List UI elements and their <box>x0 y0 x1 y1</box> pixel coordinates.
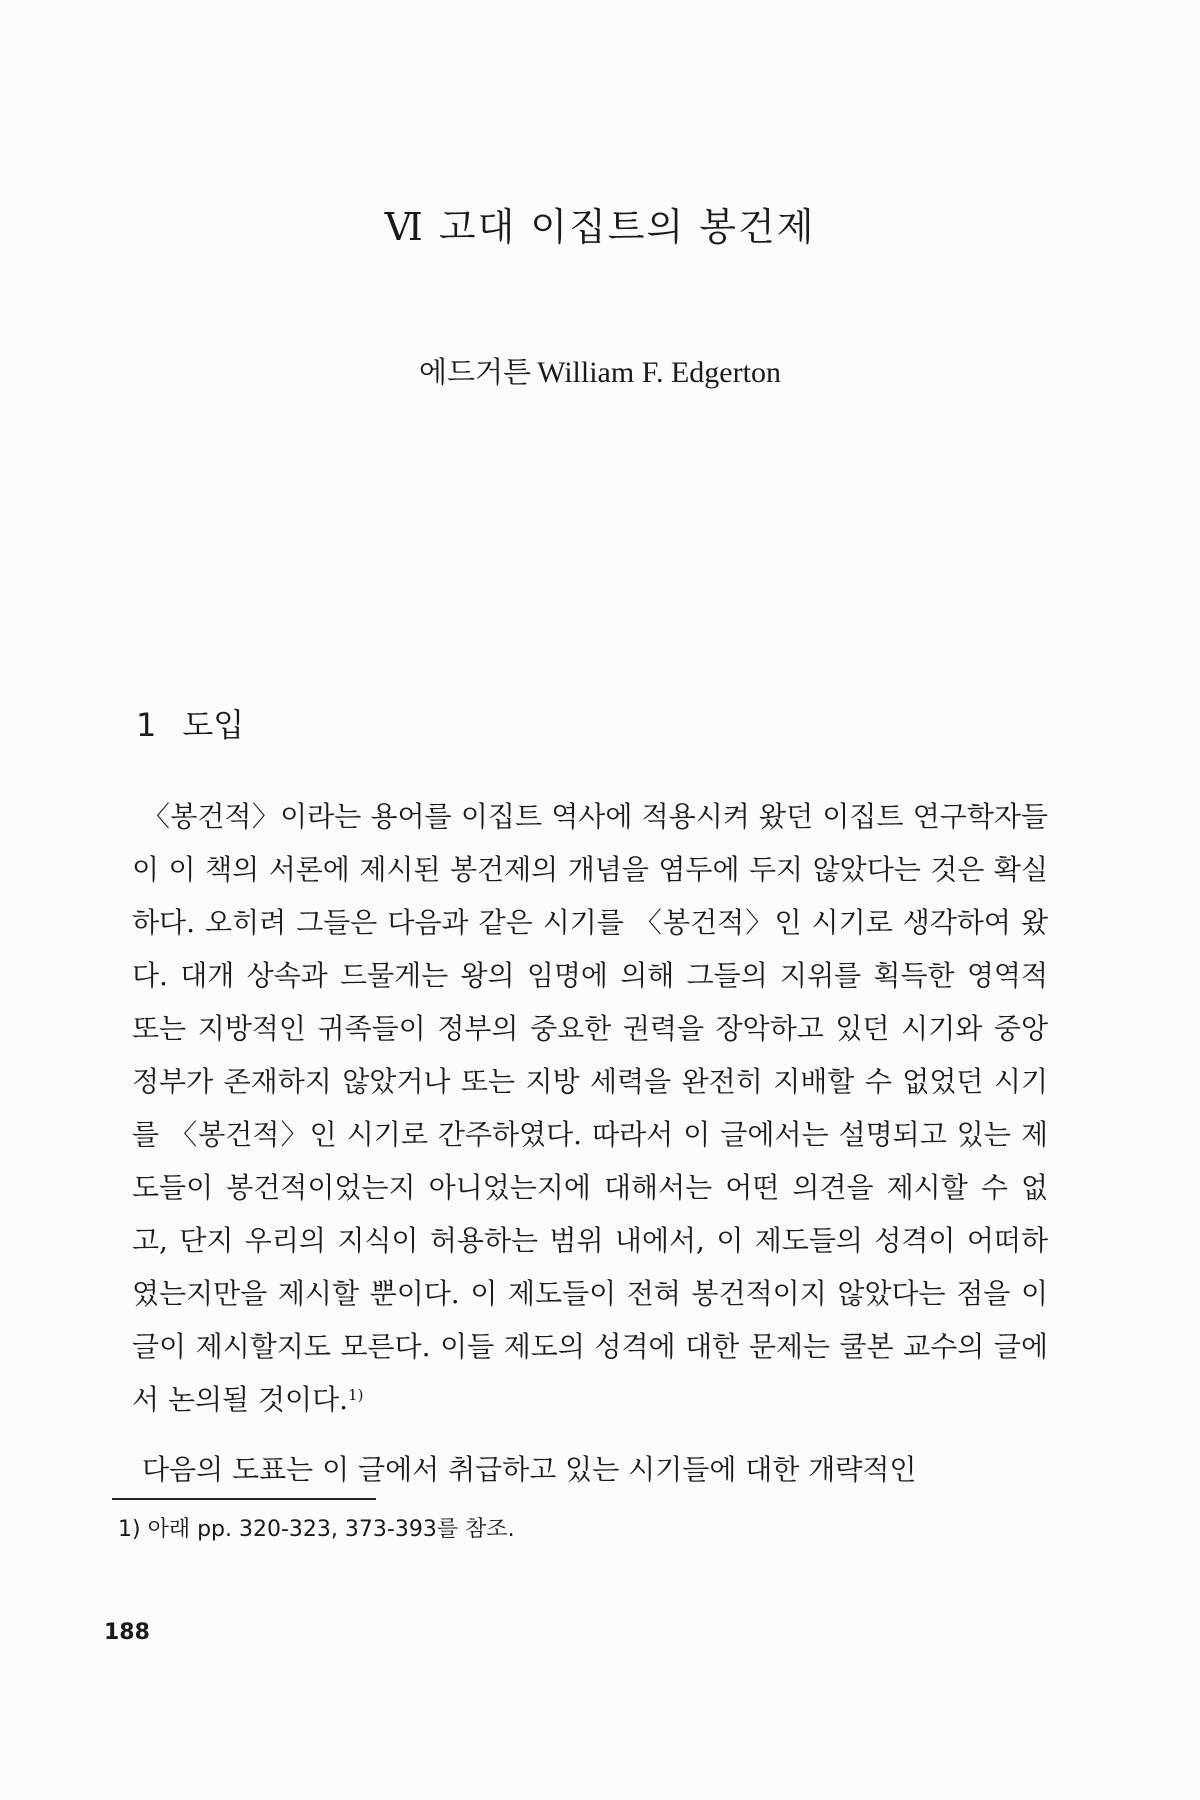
footnote: 1) 아래 pp. 320-323, 373-393를 참조. <box>118 1517 515 1542</box>
author-line <box>0 350 1200 391</box>
body-paragraph-1 <box>132 790 1048 1426</box>
section-title: 도입 <box>182 706 245 744</box>
section-number: 1 <box>136 706 157 744</box>
chapter-title: Ⅵ 고대 이집트의 봉건제 <box>384 205 816 249</box>
author-name-korean: 에드거튼 <box>419 355 532 389</box>
footnote-reference: 1) <box>348 1386 364 1404</box>
section-heading <box>136 700 244 746</box>
author-name-english: William F. Edgerton <box>537 356 781 389</box>
body-paragraph-2: 다음의 도표는 이 글에서 취급하고 있는 시기들에 대한 개략적인 <box>142 1453 917 1486</box>
footnote-divider <box>112 1498 376 1500</box>
page-number: 188 <box>104 1620 150 1645</box>
body-paragraph-1-text: 〈봉건적〉이라는 용어를 이집트 역사에 적용시켜 왔던 이집트 연구학자들이 이 책의 서론에 제시된 봉건제의 개념을 염두에 두지 않았다는 것은 확실하다. 오히려 그들은 다음과 같은 시기를 〈봉건적〉인 시기로 생각하여 왔다. 대개 상속과 드물게는 왕의 임명에 의해 그들의 지위를 획득한 영역적 또는 지방적인 귀족들이 정부의 중요한 권력을 장악하고 있던 시기와 중앙 정부가 존재하지 않았거나 또는 지방 세력을 완전히 지배할 수 없었던 시기를 〈봉건적〉인 시기로 간주하였다. 따라서 이 글에서는 설명되고 있는 제도들이 봉건적이었는지 아니었는지에 대해서는 어떤 의견을 제시할 수 없고, 단지 우리의 지식이 허용하는 범위 내에서, 이 제도들의 성격이 어떠하였는지만을 제시할 뿐이다. 이 제도들이 전혀 봉건적이지 않았다는 점을 이 글이 제시할지도 모른다. 이들 제도의 성격에 대한 문제는 쿨본 교수의 글에서 논의될 것이다. <box>132 800 1048 1416</box>
